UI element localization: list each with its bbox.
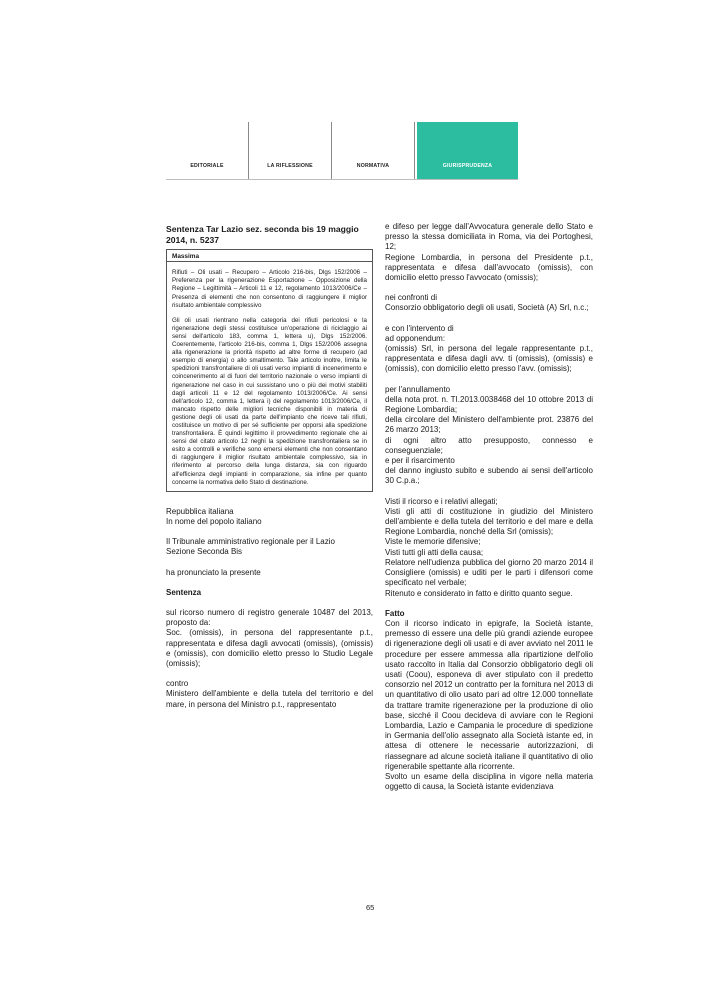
pronounced-text: ha pronunciato la presente <box>166 567 261 577</box>
header-divider <box>166 179 518 180</box>
recitals-paragraph: Visti il ricorso e i relativi allegati; Visti gli atti di costituzione in giudizio del Ministero dell'ambiente e della tutela del territorio e del mare e della Regione Lombardia, nonché della Srl (omissis); Viste le memorie difensive; Visti tutti gli atti della causa; Relatore nell'udienza pubblica del giorno 20 marzo 2014 il Consigliere (omissis) e uditi per le parti i difensori come specificato nel verbale; Ritenuto e considerato in fatto e diritto quanto segue. <box>385 496 593 598</box>
fatto-heading: Fatto <box>385 608 405 618</box>
tab-editoriale[interactable]: EDITORIALE <box>166 122 249 180</box>
sentenza-heading: Sentenza <box>166 587 202 597</box>
massima-body: Gli oli usati rientrano nella categoria dei rifiuti pericolosi e la rigenerazione degli stessi costituisce un'operazione di riciclaggio ai sensi dell'articolo 183, comma 1, lettera u), Dlgs 152/2006. Coerentemente, l'articolo 216-bis, comma 1, Dlgs 152/2006 assegna alla rigenerazione la priorità rispetto ad altre forme di recupero (ad esempio di energia) o allo smaltimento. Tale articolo inoltre, limita le spedizioni transfrontaliere di oli usati verso impianti di incenerimento e coincenerimento al di fuori del territorio nazionale o verso impianti di rigenerazione nel caso in cui sussistano uno o più dei motivi stabiliti dagli articoli 11 e 12 del regolamento 1013/2006/Ce. Ai sensi dell'articolo 12, comma 1, lettera i) del regolamento 1013/2006/Ce, il mancato rispetto delle migliori tecniche disponibili in materia di gestione degli oli usati da parte dell'impianto che riceve tali rifiuti, costituisce un motivo di per sé sufficiente per opporsi alla spedizione transfrontaliera. È quindi legittimo il provvedimento regionale che ai sensi del citato articolo 12 neghi la spedizione transfrontaliera se in esito a controlli e verifiche sono emersi elementi che non consentano di raggiungere il miglior risultato ambientale complessivo, sia in riferimento al percorso della lunga distanza, sia con riguardo all'efficienza degli impianti in comparazione, sia infine per quanto concerne la normativa dello Stato di destinazione. <box>172 316 367 486</box>
fatto-paragraph: Con il ricorso indicato in epigrafe, la Società istante, premesso di essere una delle più grandi aziende europee di rigenerazione degli oli usati e di aver avviato nel 2011 le procedure per essere ammessa alla ripartizione dell'olio usato raccolto in Italia dal Consorzio obbligatorio degli oli usati (Coou), esponeva di aver stipulato con il predetto consorzio nel 2012 un contratto per la fornitura nel 2013 di un quantitativo di olio usato pari ad oltre 12.000 tonnellate da trattare tramite rigenerazione per la produzione di olio base, sicché il Coou decideva di avviare con le Regioni Lombardia, Lazio e Campania le procedure di spedizione in Germania dell'olio assegnato alla Società istante ed, in attesa di ottenere le necessarie autorizzazioni, di riassegnare ad alcune società italiane il quantitativo di olio rigenerabile spettante alla ricorrente. Svolto un esame della disciplina in vigore nella materia oggetto di causa, la Società istante evidenziava <box>385 618 593 792</box>
republic-heading: Repubblica italiana In nome del popolo italiano <box>166 506 262 526</box>
left-column <box>166 224 373 710</box>
contro-paragraph: contro Ministero dell'ambiente e della tutela del territorio e del mare, in persona del Ministro p.t., rappresentato <box>166 679 373 709</box>
tab-normativa[interactable]: NORMATIVA <box>332 122 415 180</box>
counterparty-paragraph: nei confronti di Consorzio obbligatorio degli oli usati, Società (A) Srl, n.c.; <box>385 293 589 313</box>
section-tabs <box>166 122 518 180</box>
tab-la-riflessione[interactable]: LA RIFLESSIONE <box>249 122 332 180</box>
annulment-paragraph: per l'annullamento della nota prot. n. TI.2013.0038468 del 10 ottobre 2013 di Regione Lombardia; della circolare del Ministero dell'ambiente prot. 23876 del 26 marzo 2013; di ogni altro atto presupposto, connesso e conseguenziale; e per il risarcimento del danno ingiusto subito e subendo ai sensi dell'articolo 30 C.p.a.; <box>385 384 593 486</box>
massima-box <box>166 249 373 492</box>
defence-paragraph: e difeso per legge dall'Avvocatura generale dello Stato e presso la stessa domiciliata in Roma, via dei Portoghesi, 12; Regione Lombardia, in persona del Presidente p.t., rappresentata e difesa dall'avvocato (omissis), con domicilio eletto presso l'avvocato (omissis); <box>385 222 593 283</box>
tab-giurisprudenza[interactable]: GIURISPRUDENZA <box>417 122 518 180</box>
right-column <box>385 222 593 792</box>
appeal-paragraph: sul ricorso numero di registro generale 10487 del 2013, proposto da: Soc. (omissis), in persona del rappresentante p.t., rappresentata e difesa dagli avvocati (omissis), (omissis) e (omissis), con domicilio eletto presso lo Studio Legale (omissis); <box>166 607 373 668</box>
massima-summary: Rifiuti – Oli usati – Recupero – Articolo 216-bis, Dlgs 152/2006 – Preferenza per la rigenerazione Esportazione – Opposizione della Regione – Legittimità – Articoli 11 e 12, regolamento 1013/2006/Ce – Presenza di elementi che non consentono di raggiungere il miglior risultato ambientale complessivo <box>172 269 367 309</box>
tribunal-heading: Il Tribunale amministrativo regionale per il Lazio Sezione Seconda Bis <box>166 537 335 557</box>
case-title: Sentenza Tar Lazio sez. seconda bis 19 maggio 2014, n. 5237 <box>166 224 359 245</box>
intervention-paragraph: e con l'intervento di ad opponendum: (omissis) Srl, in persona del legale rappresentante p.t., rappresentata e difesa dagli avv. ti (omissis), (omissis) e (omissis), con domicilio eletto presso l'avv. (omissis); <box>385 323 593 374</box>
page-number: 65 <box>366 903 375 912</box>
massima-title: Massima <box>172 253 199 261</box>
massima-divider <box>167 261 372 262</box>
